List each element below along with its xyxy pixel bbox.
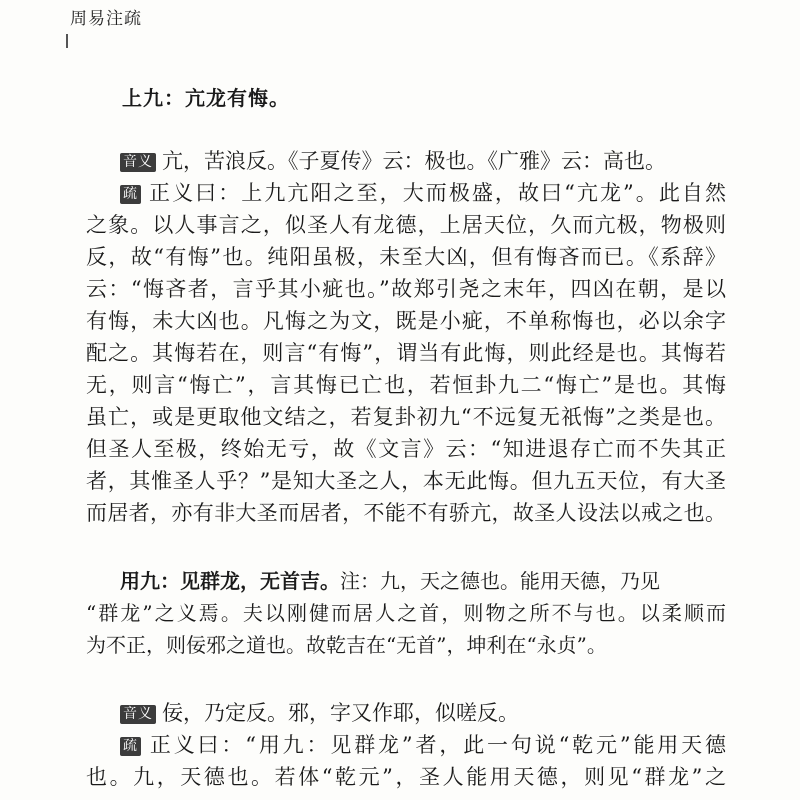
yinyi-line-1 [86,145,726,177]
yinyi-text: 亢，苦浪反。《子夏传》云：极也。《广雅》云：高也。 [162,149,666,173]
shu-line: 疏 正义曰：上九亢阳之至，大而极盛，故曰“亢龙”。此自然 [86,177,726,209]
shu-line: 之象。以人事言之，似圣人有龙德，上居天位，久而亢极，物极则 [86,213,726,237]
yinyi-block-1 [86,145,726,177]
yongjiu-line [86,565,726,597]
yinyi-tag: 音义 [120,705,156,724]
yinyi-line-2 [86,697,726,729]
yinyi-tag: 音义 [120,153,156,172]
shu-tag: 疏 [120,185,141,204]
shu-line: 者，其惟圣人乎？”是知大圣之人，本无此悔。但九五天位，有大圣 [86,469,726,493]
shu-line: 而居者，亦有非大圣而居者，不能不有骄亢，故圣人设法以戒之也。 [86,501,726,525]
commentary-line: 为不正，则佞邪之道也。故乾吉在“无首”，坤利在“永贞”。 [86,633,607,657]
shu-tag: 疏 [120,737,141,756]
header-rule [66,34,68,48]
yinyi-text: 佞，乃定反。邪，字又作耶，似嗟反。 [162,701,519,725]
heading-shangjiu: 上九：亢龙有悔。 [122,86,290,110]
yongjiu-block [86,565,726,661]
shu-block-1 [86,177,726,529]
commentary-note: 注：九，天之德也。能用天德，乃见 [340,569,660,593]
commentary-line: “群龙”之义焉。夫以刚健而居人之首，则物之所不与也。以柔顺而 [86,601,726,625]
running-head: 周易注疏 [70,9,142,29]
shu-line: 虽亡，或是更取他文结之，若复卦初九“不远复无祇悔”之类是也。 [86,405,726,429]
shu-line: 有悔，未大凶也。凡悔之为文，既是小疵，不单称悔也，必以余字 [86,309,726,333]
yinyi-block-2 [86,697,726,729]
shu-line: 云：“悔吝者，言乎其小疵也。”故郑引尧之末年，四凶在朝，是以 [86,277,726,301]
shu-line: 配之。其悔若在，则言“有悔”，谓当有此悔，则此经是也。其悔若 [86,341,726,365]
shu-line: 也。九，天德也。若体“乾元”，圣人能用天德，则见“群龙”之 [86,765,726,789]
shu-line: 无，则言“悔亡”，言其悔已亡也，若恒卦九二“悔亡”是也。其悔 [86,373,726,397]
heading-yongjiu: 用九：见群龙，无首吉。 [120,569,340,593]
shu-block-2 [86,729,726,793]
shu-line: 疏 正义曰：“用九：见群龙”者，此一句说“乾元”能用天德 [86,729,726,761]
shu-line: 但圣人至极，终始无亏，故《文言》云：“知进退存亡而不失其正 [86,437,726,461]
shu-line: 反，故“有悔”也。纯阳虽极，未至大凶，但有悔吝而已。《系辞》 [86,245,726,269]
